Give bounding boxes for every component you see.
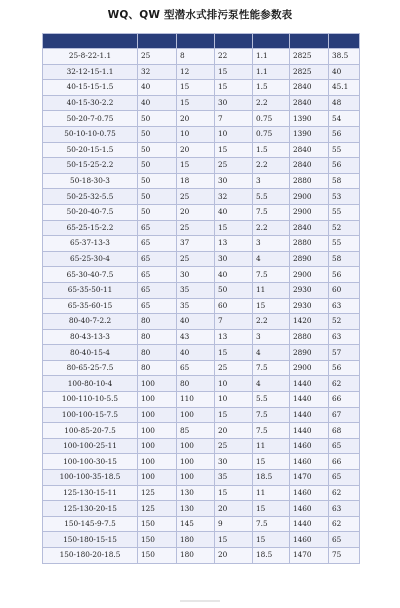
table-cell: 5.5 — [253, 392, 290, 408]
table-cell: 22 — [215, 49, 253, 65]
table-cell: 65 — [138, 236, 177, 252]
table-cell: 1.5 — [253, 80, 290, 96]
header-cell — [290, 34, 329, 49]
table-cell: 62 — [329, 485, 360, 501]
table-cell: 20 — [177, 204, 215, 220]
table-cell: 145 — [177, 516, 215, 532]
table-cell: 45.1 — [329, 80, 360, 96]
table-cell: 66 — [329, 454, 360, 470]
model-cell: 100-100-25-11 — [43, 438, 138, 454]
table-cell: 53 — [329, 189, 360, 205]
table-cell: 25 — [177, 251, 215, 267]
table-row — [43, 267, 360, 283]
table-cell: 3 — [253, 173, 290, 189]
model-cell: 40-15-30-2.2 — [43, 95, 138, 111]
table-cell: 57 — [329, 345, 360, 361]
model-cell: 100-100-30-15 — [43, 454, 138, 470]
model-cell: 150-180-20-18.5 — [43, 548, 138, 564]
table-cell: 30 — [215, 454, 253, 470]
table-cell: 40 — [138, 95, 177, 111]
table-cell: 2930 — [290, 282, 329, 298]
model-cell: 50-20-7-0.75 — [43, 111, 138, 127]
table-cell: 1440 — [290, 392, 329, 408]
table-cell: 40 — [215, 267, 253, 283]
table-cell: 40 — [177, 345, 215, 361]
table-row — [43, 314, 360, 330]
table-cell: 48 — [329, 95, 360, 111]
model-cell: 125-130-15-11 — [43, 485, 138, 501]
table-cell: 2890 — [290, 345, 329, 361]
table-cell: 7.5 — [253, 204, 290, 220]
model-cell: 150-145-9-7.5 — [43, 516, 138, 532]
table-cell: 80 — [138, 360, 177, 376]
table-cell: 40 — [177, 314, 215, 330]
table-cell: 5.5 — [253, 189, 290, 205]
table-row — [43, 282, 360, 298]
table-cell: 63 — [329, 329, 360, 345]
table-cell: 55 — [329, 142, 360, 158]
table-cell: 100 — [138, 376, 177, 392]
table-cell: 20 — [215, 548, 253, 564]
table-cell: 100 — [138, 407, 177, 423]
table-cell: 65 — [138, 282, 177, 298]
table-cell: 100 — [138, 470, 177, 486]
table-cell: 30 — [215, 251, 253, 267]
table-cell: 7.5 — [253, 516, 290, 532]
table-row — [43, 142, 360, 158]
table-row — [43, 454, 360, 470]
model-cell: 65-37-13-3 — [43, 236, 138, 252]
table-cell: 2.2 — [253, 314, 290, 330]
table-cell: 150 — [138, 548, 177, 564]
table-row — [43, 251, 360, 267]
table-cell: 50 — [138, 142, 177, 158]
table-cell: 65 — [329, 438, 360, 454]
table-cell: 150 — [138, 516, 177, 532]
table-cell: 20 — [215, 423, 253, 439]
page-title: WQ、QW 型潜水式排污泵性能参数表 — [107, 9, 293, 21]
table-row — [43, 392, 360, 408]
table-cell: 11 — [253, 438, 290, 454]
model-cell: 100-85-20-7.5 — [43, 423, 138, 439]
table-cell: 35 — [177, 282, 215, 298]
table-cell: 1.1 — [253, 49, 290, 65]
table-cell: 18 — [177, 173, 215, 189]
table-cell: 50 — [138, 204, 177, 220]
table-row — [43, 189, 360, 205]
table-cell: 60 — [329, 282, 360, 298]
table-cell: 7.5 — [253, 407, 290, 423]
table-row — [43, 49, 360, 65]
model-cell: 40-15-15-1.5 — [43, 80, 138, 96]
table-cell: 40 — [138, 80, 177, 96]
table-cell: 2840 — [290, 142, 329, 158]
table-cell: 7.5 — [253, 267, 290, 283]
table-cell: 35 — [177, 298, 215, 314]
table-cell: 0.75 — [253, 126, 290, 142]
table-cell: 20 — [177, 111, 215, 127]
table-cell: 8 — [177, 49, 215, 65]
table-row — [43, 95, 360, 111]
table-cell: 100 — [138, 392, 177, 408]
table-cell: 62 — [329, 376, 360, 392]
table-cell: 11 — [253, 485, 290, 501]
table-cell: 2900 — [290, 267, 329, 283]
table-cell: 50 — [138, 158, 177, 174]
model-cell: 50-20-40-7.5 — [43, 204, 138, 220]
table-cell: 130 — [177, 501, 215, 517]
table-cell: 100 — [138, 454, 177, 470]
table-cell: 30 — [215, 173, 253, 189]
table-cell: 18.5 — [253, 548, 290, 564]
table-cell: 15 — [215, 64, 253, 80]
table-cell: 56 — [329, 360, 360, 376]
table-cell: 4 — [253, 376, 290, 392]
table-row — [43, 423, 360, 439]
table-cell: 180 — [177, 532, 215, 548]
table-row — [43, 532, 360, 548]
table-cell: 2840 — [290, 80, 329, 96]
table-cell: 15 — [253, 501, 290, 517]
table-cell: 80 — [177, 376, 215, 392]
table-cell: 15 — [177, 80, 215, 96]
table-row — [43, 438, 360, 454]
table-row — [43, 64, 360, 80]
table-cell: 15 — [253, 532, 290, 548]
table-cell: 2840 — [290, 95, 329, 111]
table-cell: 180 — [177, 548, 215, 564]
model-cell: 100-110-10-5.5 — [43, 392, 138, 408]
table-cell: 2890 — [290, 251, 329, 267]
table-cell: 37 — [177, 236, 215, 252]
table-row — [43, 111, 360, 127]
table-cell: 66 — [329, 392, 360, 408]
table-cell: 2880 — [290, 236, 329, 252]
table-row — [43, 501, 360, 517]
table-cell: 4 — [253, 251, 290, 267]
table-cell: 2880 — [290, 173, 329, 189]
table-cell: 1460 — [290, 485, 329, 501]
table-row — [43, 345, 360, 361]
table-cell: 20 — [215, 501, 253, 517]
table-cell: 1440 — [290, 407, 329, 423]
table-cell: 63 — [329, 501, 360, 517]
table-row — [43, 376, 360, 392]
table-row — [43, 360, 360, 376]
model-cell: 65-35-50-11 — [43, 282, 138, 298]
table-cell: 1460 — [290, 438, 329, 454]
table-cell: 25 — [215, 360, 253, 376]
table-cell: 20 — [177, 142, 215, 158]
table-cell: 58 — [329, 173, 360, 189]
table-row — [43, 485, 360, 501]
table-cell: 15 — [177, 95, 215, 111]
header-cell — [215, 34, 253, 49]
table-cell: 9 — [215, 516, 253, 532]
table-cell: 2840 — [290, 158, 329, 174]
table-cell: 1470 — [290, 470, 329, 486]
table-row — [43, 548, 360, 564]
model-cell: 65-35-60-15 — [43, 298, 138, 314]
table-cell: 1.1 — [253, 64, 290, 80]
table-cell: 65 — [138, 298, 177, 314]
table-cell: 125 — [138, 485, 177, 501]
table-cell: 2.2 — [253, 95, 290, 111]
table-cell: 63 — [329, 298, 360, 314]
table-cell: 30 — [215, 95, 253, 111]
model-cell: 100-100-15-7.5 — [43, 407, 138, 423]
table-cell: 10 — [215, 126, 253, 142]
table-cell: 2.2 — [253, 158, 290, 174]
table-cell: 75 — [329, 548, 360, 564]
table-cell: 3 — [253, 329, 290, 345]
table-cell: 10 — [215, 392, 253, 408]
table-cell: 15 — [215, 220, 253, 236]
table-cell: 7 — [215, 111, 253, 127]
table-cell: 65 — [329, 470, 360, 486]
table-cell: 50 — [215, 282, 253, 298]
table-cell: 4 — [253, 345, 290, 361]
table-cell: 65 — [177, 360, 215, 376]
table-cell: 32 — [215, 189, 253, 205]
model-cell: 80-40-15-4 — [43, 345, 138, 361]
table-cell: 25 — [177, 189, 215, 205]
table-cell: 52 — [329, 314, 360, 330]
table-cell: 7.5 — [253, 360, 290, 376]
table-cell: 40 — [215, 204, 253, 220]
table-cell: 15 — [253, 298, 290, 314]
table-cell: 50 — [138, 111, 177, 127]
pump-parameter-table — [42, 33, 360, 564]
table-cell: 2930 — [290, 298, 329, 314]
model-cell: 125-130-20-15 — [43, 501, 138, 517]
table-row — [43, 80, 360, 96]
header-cell — [43, 34, 138, 49]
table-cell: 3 — [253, 236, 290, 252]
page-footer-mark — [180, 600, 220, 602]
model-cell: 150-180-15-15 — [43, 532, 138, 548]
table-row — [43, 329, 360, 345]
table-row — [43, 204, 360, 220]
table-row — [43, 158, 360, 174]
table-cell: 100 — [138, 438, 177, 454]
table-cell: 10 — [177, 126, 215, 142]
table-cell: 80 — [138, 345, 177, 361]
table-cell: 56 — [329, 126, 360, 142]
model-cell: 50-10-10-0.75 — [43, 126, 138, 142]
model-cell: 65-25-15-2.2 — [43, 220, 138, 236]
table-cell: 2825 — [290, 49, 329, 65]
table-cell: 35 — [215, 470, 253, 486]
table-cell: 1470 — [290, 548, 329, 564]
model-cell: 32-12-15-1.1 — [43, 64, 138, 80]
table-cell: 1.5 — [253, 142, 290, 158]
table-cell: 1440 — [290, 376, 329, 392]
table-cell: 65 — [138, 220, 177, 236]
table-cell: 7 — [215, 314, 253, 330]
table-cell: 25 — [215, 158, 253, 174]
table-row — [43, 173, 360, 189]
table-cell: 50 — [138, 189, 177, 205]
table-cell: 2840 — [290, 220, 329, 236]
table-cell: 125 — [138, 501, 177, 517]
model-cell: 50-18-30-3 — [43, 173, 138, 189]
table-cell: 80 — [138, 314, 177, 330]
table-cell: 58 — [329, 251, 360, 267]
table-cell: 50 — [138, 126, 177, 142]
table-cell: 0.75 — [253, 111, 290, 127]
table-cell: 1420 — [290, 314, 329, 330]
header-cell — [329, 34, 360, 49]
model-cell: 25-8-22-1.1 — [43, 49, 138, 65]
table-cell: 56 — [329, 158, 360, 174]
table-cell: 1440 — [290, 516, 329, 532]
model-cell: 65-30-40-7.5 — [43, 267, 138, 283]
table-cell: 60 — [215, 298, 253, 314]
table-cell: 15 — [215, 80, 253, 96]
table-cell: 12 — [177, 64, 215, 80]
table-cell: 50 — [138, 173, 177, 189]
table-cell: 43 — [177, 329, 215, 345]
table-cell: 15 — [177, 158, 215, 174]
table-cell: 15 — [215, 345, 253, 361]
table-cell: 85 — [177, 423, 215, 439]
table-row — [43, 298, 360, 314]
table-cell: 100 — [177, 470, 215, 486]
model-cell: 80-65-25-7.5 — [43, 360, 138, 376]
table-cell: 15 — [215, 142, 253, 158]
table-cell: 1390 — [290, 126, 329, 142]
table-row — [43, 407, 360, 423]
table-cell: 15 — [215, 407, 253, 423]
table-row — [43, 470, 360, 486]
table-row — [43, 126, 360, 142]
header-cell — [138, 34, 177, 49]
header-cell — [253, 34, 290, 49]
model-cell: 65-25-30-4 — [43, 251, 138, 267]
table-cell: 25 — [215, 438, 253, 454]
table-cell: 54 — [329, 111, 360, 127]
table-cell: 56 — [329, 267, 360, 283]
table-cell: 100 — [177, 454, 215, 470]
table-cell: 52 — [329, 220, 360, 236]
table-cell: 65 — [329, 532, 360, 548]
table-cell: 7.5 — [253, 423, 290, 439]
table-cell: 2880 — [290, 329, 329, 345]
model-cell: 50-15-25-2.2 — [43, 158, 138, 174]
table-body — [43, 49, 360, 564]
table-cell: 2900 — [290, 189, 329, 205]
table-cell: 2900 — [290, 204, 329, 220]
table-cell: 1460 — [290, 454, 329, 470]
table-row — [43, 516, 360, 532]
table-cell: 68 — [329, 423, 360, 439]
table-row — [43, 236, 360, 252]
table-cell: 13 — [215, 236, 253, 252]
model-cell: 100-100-35-18.5 — [43, 470, 138, 486]
table-cell: 32 — [138, 64, 177, 80]
model-cell: 50-25-32-5.5 — [43, 189, 138, 205]
table-cell: 80 — [138, 329, 177, 345]
table-cell: 100 — [177, 407, 215, 423]
table-cell: 2825 — [290, 64, 329, 80]
table-row — [43, 220, 360, 236]
table-cell: 25 — [177, 220, 215, 236]
table-cell: 130 — [177, 485, 215, 501]
table-cell: 2900 — [290, 360, 329, 376]
table-cell: 1460 — [290, 501, 329, 517]
table-cell: 67 — [329, 407, 360, 423]
table-cell: 65 — [138, 267, 177, 283]
model-cell: 100-80-10-4 — [43, 376, 138, 392]
table-cell: 13 — [215, 329, 253, 345]
table-cell: 110 — [177, 392, 215, 408]
table-cell: 10 — [215, 376, 253, 392]
table-cell: 25 — [138, 49, 177, 65]
model-cell: 80-43-13-3 — [43, 329, 138, 345]
table-cell: 1390 — [290, 111, 329, 127]
table-cell: 15 — [215, 532, 253, 548]
table-cell: 100 — [177, 438, 215, 454]
model-cell: 50-20-15-1.5 — [43, 142, 138, 158]
table-cell: 38.5 — [329, 49, 360, 65]
table-cell: 15 — [215, 485, 253, 501]
table-cell: 1460 — [290, 532, 329, 548]
table-cell: 62 — [329, 516, 360, 532]
table-cell: 15 — [253, 454, 290, 470]
table-cell: 30 — [177, 267, 215, 283]
model-cell: 80-40-7-2.2 — [43, 314, 138, 330]
table-cell: 1440 — [290, 423, 329, 439]
table-cell: 18.5 — [253, 470, 290, 486]
table-cell: 150 — [138, 532, 177, 548]
table-cell: 11 — [253, 282, 290, 298]
table-cell: 40 — [329, 64, 360, 80]
table-cell: 2.2 — [253, 220, 290, 236]
header-cell — [177, 34, 215, 49]
table-cell: 100 — [138, 423, 177, 439]
table-cell: 65 — [138, 251, 177, 267]
table-header-row — [43, 34, 360, 49]
table-cell: 55 — [329, 236, 360, 252]
table-cell: 55 — [329, 204, 360, 220]
